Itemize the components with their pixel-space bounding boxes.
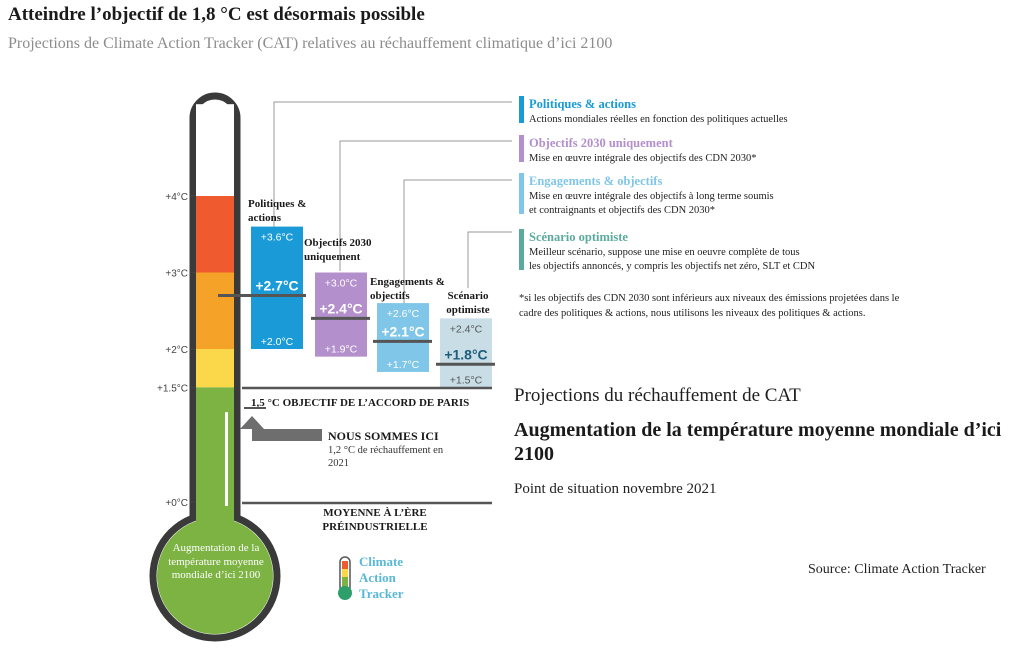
logo-bulb (338, 586, 352, 600)
paris-goal-label: 1,5 °C OBJECTIF DE L’ACCORD DE PARIS (251, 397, 470, 409)
preindustrial-label: PRÉINDUSTRIELLE (322, 521, 428, 533)
bulb-text: Augmentation de la température moyenne mondiale d’ici 2100 (168, 542, 264, 581)
cat-logo (338, 554, 404, 601)
legend-title: Objectifs 2030 uniquement (529, 136, 673, 150)
page-title: Atteindre l’objectif de 1,8 °C est désormais possible (8, 4, 425, 25)
bar-title: Engagements & (370, 276, 445, 288)
legend-color-bar (519, 173, 524, 214)
logo-text: Climate (359, 554, 404, 569)
bar-high-label: +2.6°C (386, 308, 420, 321)
legend-color-bar (519, 135, 524, 162)
thermometer-tick-label: +0°C (165, 498, 188, 509)
legend-desc: et contraignants et objectifs des CDN 2030* (529, 205, 716, 216)
date-label: Point de situation novembre 2021 (514, 481, 717, 497)
bar-title: Objectifs 2030 (304, 237, 372, 249)
source-credit: Source: Climate Action Tracker (808, 562, 986, 577)
legend-desc: Actions mondiales réelles en fonction des politiques actuelles (529, 114, 788, 125)
legend-desc: les objectifs annoncés, y compris les objectifs net zéro, SLT et CDN (529, 261, 816, 272)
footnote: *si les objectifs des CDN 2030 sont inférieurs aux niveaux des émissions projetées dans le cadre des politiques & actions, nous utilisons les niveaux des politiques & actions. (519, 293, 900, 319)
logo-text: Tracker (359, 586, 404, 601)
bar-central-label: +1.8°C (444, 346, 488, 363)
we-are-here-subtitle: 1,2 °C de réchauffement en 2021 (328, 445, 444, 469)
bar-central-label: +2.4°C (319, 300, 363, 317)
bar-title: Scénario (447, 290, 489, 302)
thermometer-tick-label: +2°C (165, 345, 188, 356)
current-level-line (225, 412, 228, 506)
thermometer-band (196, 387, 234, 540)
bar-title: optimiste (446, 304, 490, 316)
legend-desc: Meilleur scénario, suppose une mise en oeuvre complète de tous (529, 247, 800, 258)
bar-low-label: +2.0°C (260, 336, 294, 348)
thermometer-band (196, 273, 234, 350)
legend-connector (340, 141, 512, 271)
legend (519, 96, 815, 272)
thermometer-band (196, 196, 234, 273)
bar-central-label: +2.7°C (255, 277, 299, 294)
bar-title: actions (248, 212, 281, 224)
legend-connector (468, 232, 512, 288)
thermometer-band (196, 104, 234, 196)
legend-title: Scénario optimiste (529, 230, 628, 244)
bar-title: objectifs (370, 290, 410, 302)
bar-title: Politiques & (248, 198, 307, 210)
legend-desc: Mise en œuvre intégrale des objectifs à long terme soumis (529, 191, 774, 202)
projections-label: Projections du réchauffement de CAT (514, 385, 801, 406)
projection-bars (218, 198, 495, 387)
bar-high-label: +3.6°C (260, 231, 294, 244)
page-subtitle: Projections de Climate Action Tracker (CAT) relatives au réchauffement climatique d’ici 2100 (8, 35, 613, 52)
bar-title: uniquement (304, 251, 361, 263)
we-are-here-arrow-body (252, 429, 322, 441)
logo-band (342, 569, 348, 577)
bar-high-label: +3.0°C (324, 277, 358, 290)
legend-color-bar (519, 229, 524, 270)
legend-color-bar (519, 96, 524, 123)
we-are-here-title: NOUS SOMMES ICI (328, 429, 439, 443)
logo-band (342, 561, 348, 569)
legend-title: Engagements & objectifs (529, 174, 663, 188)
thermometer-tick-label: +3°C (165, 268, 188, 280)
logo-text: Action (359, 570, 396, 585)
preindustrial-label: MOYENNE À L’ÈRE (323, 507, 427, 519)
bar-low-label: +1.5°C (449, 374, 483, 387)
thermometer-tick-label: +1.5°C (157, 383, 188, 395)
legend-connector (274, 102, 512, 227)
thermometer-tick-label: +4°C (165, 192, 188, 203)
augmentation-title: Augmentation de la température moyenne mondiale d’ici 2100 (514, 419, 1002, 465)
bar-low-label: +1.9°C (324, 343, 358, 356)
bar-high-label: +2.4°C (449, 323, 483, 336)
thermometer-band (196, 349, 234, 387)
legend-title: Politiques & actions (529, 97, 636, 111)
legend-desc: Mise en œuvre intégrale des objectifs des CDN 2030* (529, 153, 757, 164)
bar-central-label: +2.1°C (381, 323, 425, 340)
bar-low-label: +1.7°C (386, 358, 420, 371)
